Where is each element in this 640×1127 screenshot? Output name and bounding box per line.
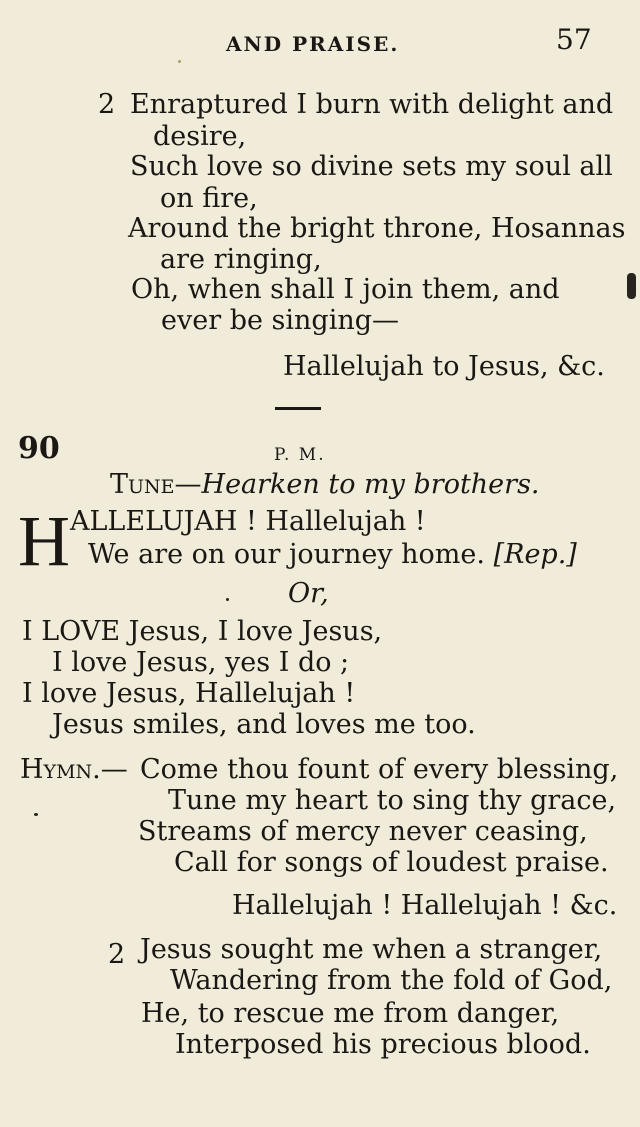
page-number: 57	[556, 23, 592, 56]
second-line	[88, 540, 577, 570]
drop-cap: H	[18, 501, 70, 581]
chorus-line: I love Jesus, yes I do ;	[52, 647, 350, 678]
hymn-meter: P. M.	[274, 445, 326, 465]
stanza-line: desire,	[153, 121, 247, 152]
hymn-refrain: Hallelujah ! Hallelujah ! &c.	[232, 890, 618, 921]
section-divider	[275, 407, 321, 410]
first-line: ALLELUJAH ! Hallelujah !	[70, 506, 426, 537]
running-title: AND PRAISE.	[226, 32, 400, 56]
stanza-number: 2	[98, 89, 116, 120]
tune-label: Tune—	[110, 469, 202, 500]
stanza-line: on fire,	[160, 183, 258, 214]
stanza-line: Such love so divine sets my soul all	[130, 151, 613, 182]
second-line-text: We are on our journey home.	[88, 539, 485, 570]
repeat-mark: [Rep.]	[493, 539, 577, 570]
verse-line: Interposed his precious blood.	[175, 1029, 591, 1060]
verse-line: Jesus sought me when a stranger,	[140, 934, 603, 965]
ink-spot	[627, 273, 636, 299]
tune-name: Hearken to my brothers.	[201, 469, 540, 500]
or-label: Or,	[288, 578, 329, 609]
stanza-line: Enraptured I burn with delight and	[130, 89, 614, 120]
chorus-line: Jesus smiles, and loves me too.	[52, 709, 476, 740]
verse-line: Call for songs of loudest praise.	[174, 847, 609, 878]
ink-speck	[34, 813, 38, 816]
hymn-number: 90	[18, 431, 60, 466]
stanza-line: Around the bright throne, Hosannas	[128, 213, 626, 244]
verse-line: Come thou fount of every blessing,	[140, 754, 619, 785]
verse-number: 2	[108, 939, 126, 970]
tune-line	[110, 470, 540, 500]
verse-line: He, to rescue me from danger,	[141, 998, 560, 1029]
chorus-line: I love Jesus, Hallelujah !	[22, 678, 356, 709]
verse-line: Wandering from the fold of God,	[170, 965, 613, 996]
verse-line: Tune my heart to sing thy grace,	[168, 785, 617, 816]
chorus-line: I LOVE Jesus, I love Jesus,	[22, 616, 383, 647]
verse-line: Streams of mercy never ceasing,	[138, 816, 588, 847]
stanza-line: are ringing,	[160, 244, 322, 275]
stanza-line: Oh, when shall I join them, and	[131, 274, 560, 305]
stanza-line: ever be singing—	[161, 305, 400, 336]
stanza-refrain: Hallelujah to Jesus, &c.	[283, 351, 605, 382]
ink-speck	[178, 60, 181, 63]
hymn-label: Hymn.—	[20, 754, 128, 785]
ink-speck	[226, 598, 229, 601]
